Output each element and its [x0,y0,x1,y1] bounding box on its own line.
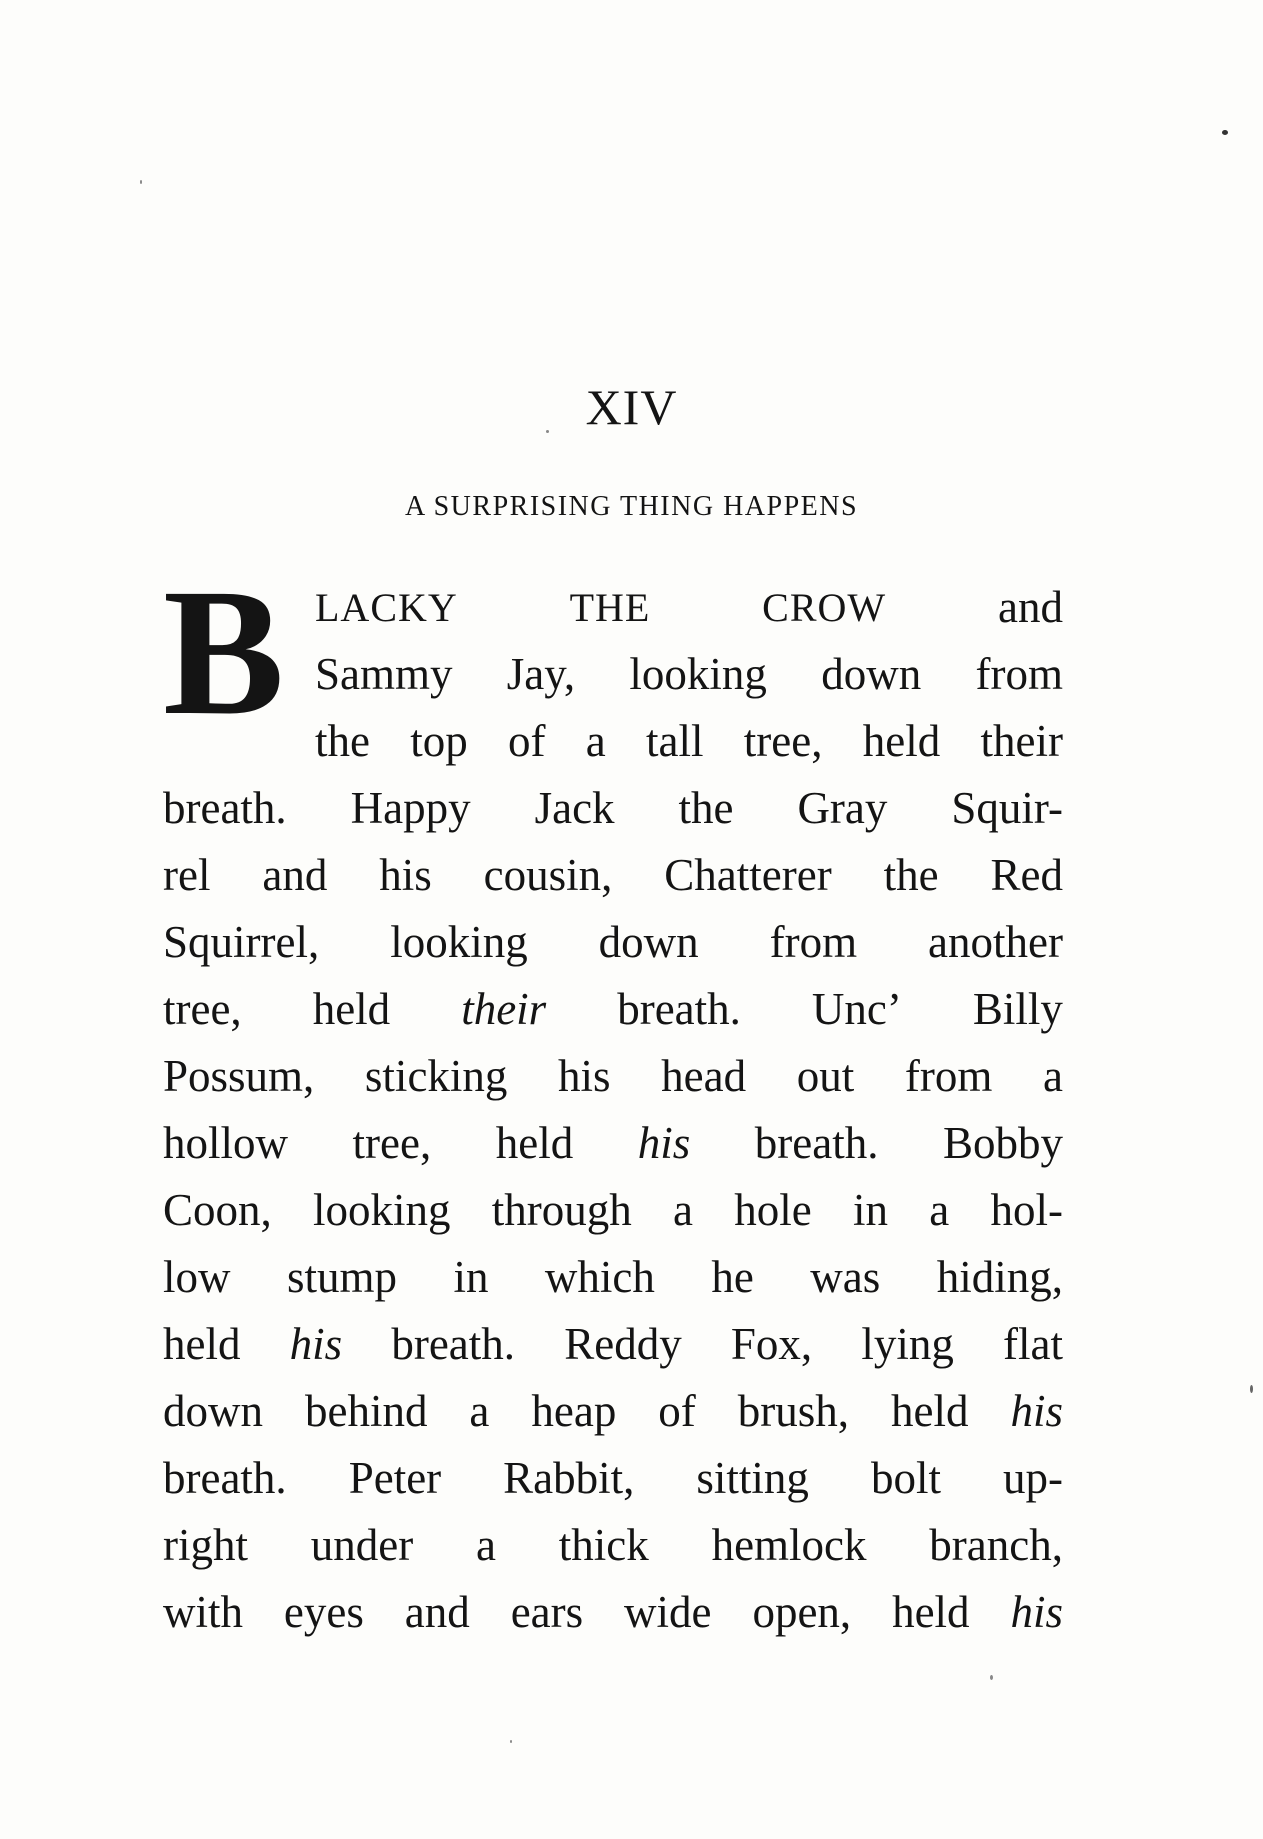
word: he [711,1252,754,1302]
text-line [315,574,1063,641]
word: held [890,1386,969,1436]
word: low [163,1252,231,1302]
word: head [661,1051,747,1101]
word: open, [752,1587,852,1637]
text-line [163,1110,1063,1177]
word: a [929,1185,950,1235]
word: ears [510,1587,584,1637]
text-line [163,1579,1063,1646]
text-lines [163,552,1063,1646]
word: cousin, [483,850,613,900]
text-line [163,976,1063,1043]
chapter-number: XIV [585,379,678,435]
word: tall [646,716,704,766]
word: of [658,1386,696,1436]
text-line [163,1378,1063,1445]
text-line [163,775,1063,842]
scan-speck [1222,130,1228,135]
word: right [163,1520,248,1570]
word: with [163,1587,244,1637]
word: Billy [972,984,1063,1034]
word: from [769,917,858,967]
word: and [404,1587,470,1637]
word: held [312,984,391,1034]
word: the [315,716,370,766]
word: Rabbit, [503,1453,635,1503]
word: his [558,1051,611,1101]
word: brush, [737,1386,850,1436]
word: breath. [754,1118,879,1168]
word: wide [624,1587,712,1637]
word: Bobby [942,1118,1063,1168]
text-line [163,1043,1063,1110]
word: hollow [163,1118,289,1168]
text-line [163,842,1063,909]
word: breath. [163,1453,287,1503]
word: Chatterer [664,850,832,900]
word: Jay, [506,649,576,699]
word: down [821,649,922,699]
scan-speck [546,430,549,433]
word: down [163,1386,263,1436]
word: breath. [163,783,287,833]
word: Fox, [730,1319,813,1369]
word: behind [304,1386,428,1436]
word: his [637,1118,691,1168]
word: hemlock [711,1520,867,1570]
text-line [163,1445,1063,1512]
word: hole [734,1185,812,1235]
word: the [883,850,939,900]
word: heap [531,1386,617,1436]
word: Possum, [163,1051,315,1101]
word: sitting [696,1453,809,1503]
word: Peter [348,1453,442,1503]
word: from [904,1051,993,1101]
word: eyes [283,1587,364,1637]
word: a [1042,1051,1063,1101]
word: breath. [391,1319,516,1369]
word: Happy [350,783,471,833]
word: in [853,1185,889,1235]
word: his [1010,1587,1063,1637]
scan-speck [510,1740,512,1743]
word: their [461,984,547,1034]
word: a [476,1520,497,1570]
word: the [678,783,734,833]
word: rel [163,850,211,900]
word: his [379,850,432,900]
word: under [310,1520,414,1570]
word: held [495,1118,574,1168]
text-line [163,1177,1063,1244]
word: hol- [990,1185,1063,1235]
word: in [453,1252,489,1302]
text-line [163,909,1063,976]
word: of [508,716,546,766]
word: top [410,716,468,766]
word: a [673,1185,694,1235]
text-line [315,641,1063,708]
word: held [862,716,941,766]
word: stump [286,1252,397,1302]
word: out [796,1051,855,1101]
word: THE [569,585,651,630]
word: which [544,1252,655,1302]
word: down [598,917,699,967]
word: LACKY [315,585,458,630]
word: Red [990,850,1063,900]
word: Reddy [564,1319,682,1369]
text-line [163,1244,1063,1311]
word: was [810,1252,881,1302]
word: Coon, [163,1185,272,1235]
word: tree, [743,716,823,766]
word: thick [558,1520,649,1570]
body-text [163,552,1063,1646]
word: lying [861,1319,954,1369]
word: branch, [929,1520,1063,1570]
text-line [163,1311,1063,1378]
word: his [289,1319,343,1369]
scan-speck [990,1675,993,1680]
text-line [315,708,1063,775]
word: tree, [163,984,242,1034]
word: their [980,716,1063,766]
word: Squirrel, [163,917,320,967]
word: another [928,917,1063,967]
word: up- [1002,1453,1063,1503]
word: flat [1003,1319,1063,1369]
word: breath. [617,984,741,1034]
word: his [1010,1386,1063,1436]
word: looking [313,1185,451,1235]
word: held [163,1319,241,1369]
word: Jack [534,783,615,833]
drop-cap: B [163,552,285,753]
text-line [163,1512,1063,1579]
word: hiding, [936,1252,1063,1302]
word: Gray [797,783,888,833]
word: looking [390,917,528,967]
scan-speck [1250,1385,1253,1393]
word: looking [629,649,767,699]
word: a [469,1386,490,1436]
word: and [262,850,328,900]
word: bolt [870,1453,941,1503]
word: tree, [352,1118,432,1168]
word: a [585,716,606,766]
word: held [892,1587,970,1637]
word: sticking [364,1051,508,1101]
chapter-title: A SURPRISING THING HAPPENS [404,491,859,522]
scan-speck [140,180,142,184]
word: Squir- [951,783,1063,833]
word: through [491,1185,632,1235]
word: Unc’ [811,984,902,1034]
word: Sammy [315,649,453,699]
word: and [997,582,1063,632]
word: CROW [762,585,887,630]
word: from [975,649,1063,699]
